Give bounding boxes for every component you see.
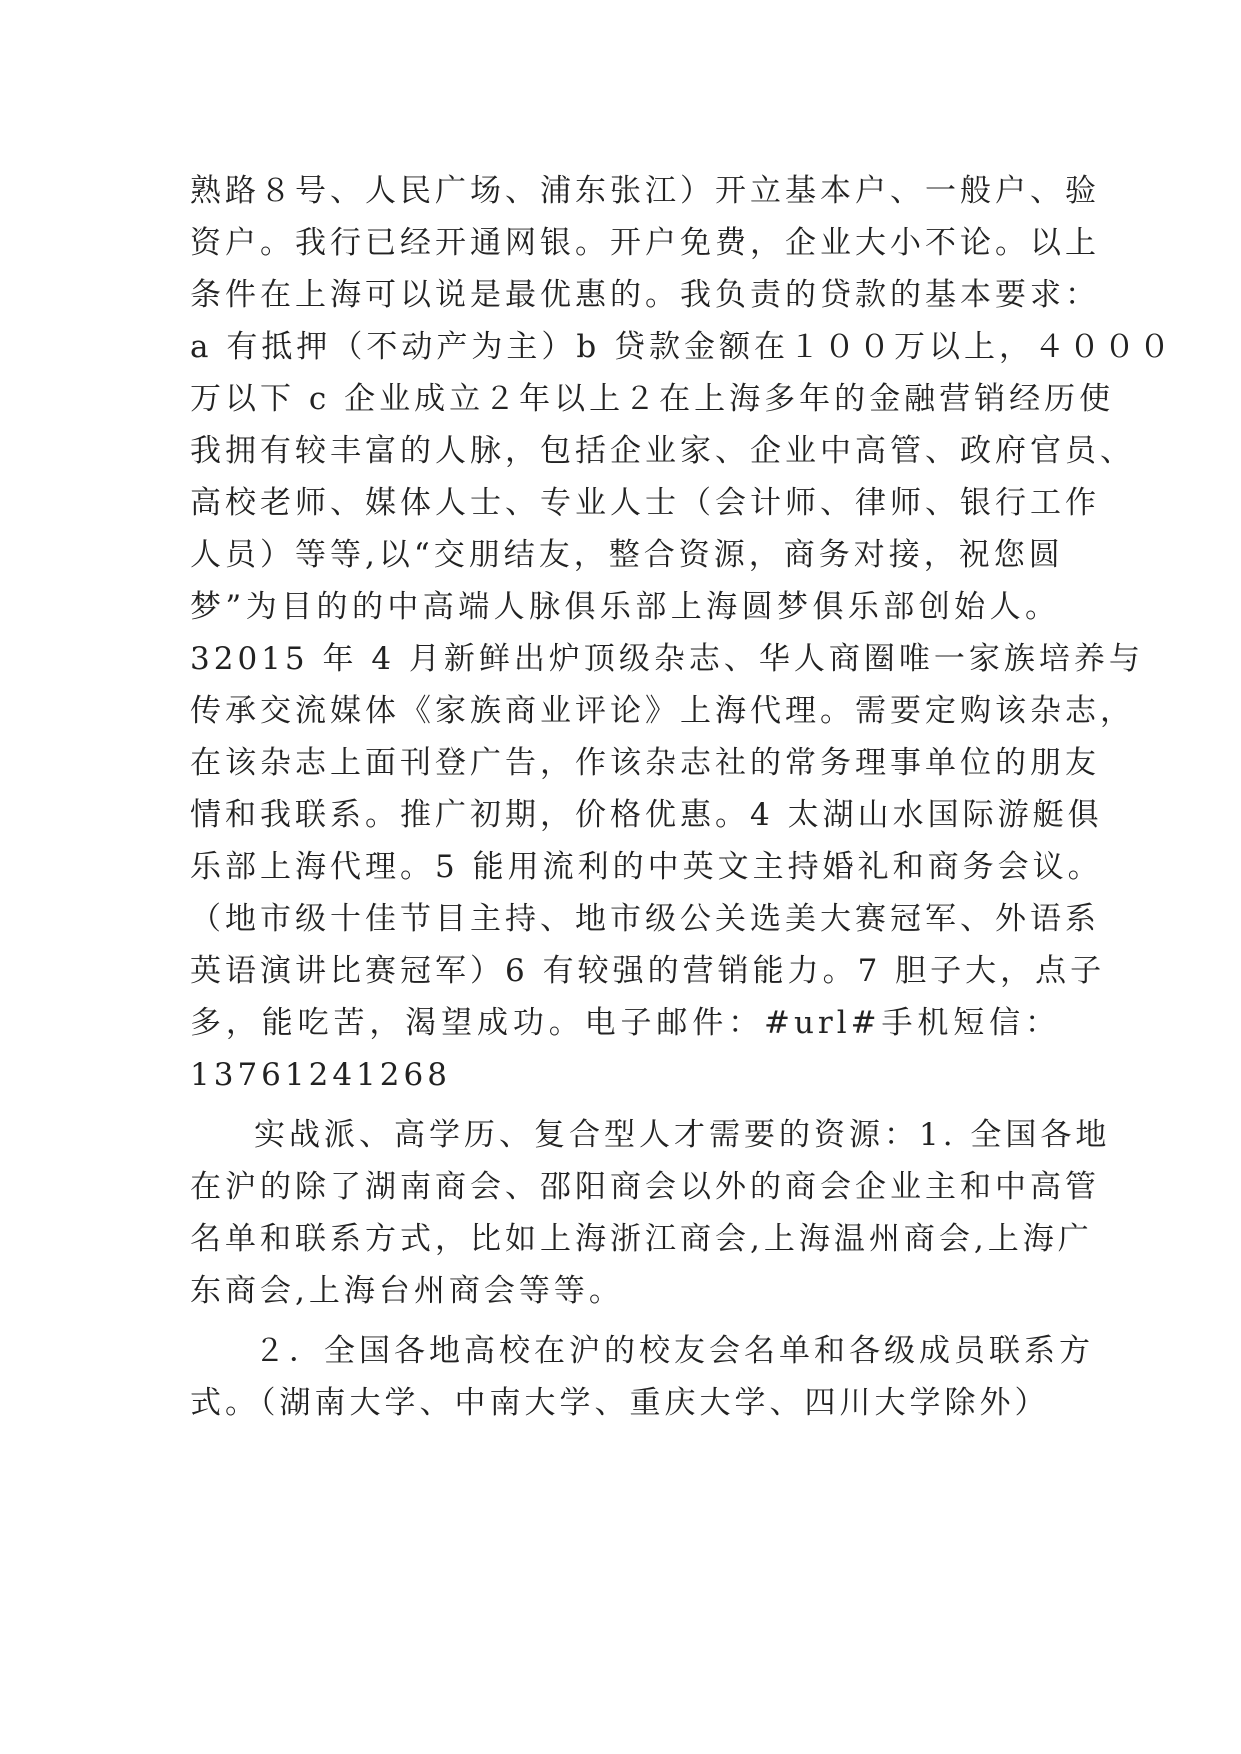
paragraph xyxy=(190,1325,1094,1429)
text-line: 名单和联系方式，比如上海浙江商会,上海温州商会,上海广 xyxy=(190,1221,1093,1257)
text-line: 东商会,上海台州商会等等。 xyxy=(190,1273,624,1309)
text-line: 实战派、高学历、复合型人才需要的资源：1. 全国各地 xyxy=(254,1117,1111,1153)
text-line: 13761241268 xyxy=(190,1057,451,1093)
text-line: 人员）等等,以“交朋结友，整合资源，商务对接，祝您圆 xyxy=(190,537,1064,573)
paragraph xyxy=(190,165,1175,1101)
text-line: 多，能吃苦，渴望成功。电子邮件：#url#手机短信： xyxy=(190,1005,1060,1041)
text-line: 英语演讲比赛冠军）6 有较强的营销能力。7 胆子大，点子 xyxy=(190,953,1106,989)
text-line: 传承交流媒体《家族商业评论》上海代理。需要定购该杂志， xyxy=(190,693,1135,729)
text-line: （地市级十佳节目主持、地市级公关选美大赛冠军、外语系 xyxy=(190,901,1100,937)
text-line: 在沪的除了湖南商会、邵阳商会以外的商会企业主和中高管 xyxy=(190,1169,1100,1205)
text-line: 万以下 c 企业成立２年以上２在上海多年的金融营销经历使 xyxy=(190,381,1115,417)
text-line: 我拥有较丰富的人脉，包括企业家、企业中高管、政府官员、 xyxy=(190,433,1135,469)
text-line: 资户。我行已经开通网银。开户免费，企业大小不论。以上 xyxy=(190,225,1100,261)
text-line: 在该杂志上面刊登广告，作该杂志社的常务理事单位的朋友 xyxy=(190,745,1100,781)
text-line: a 有抵押（不动产为主）b 贷款金额在１００万以上，４０００ xyxy=(190,329,1175,365)
text-line: 32015 年 4 月新鲜出炉顶级杂志、华人商圈唯一家族培养与 xyxy=(190,641,1144,677)
text-line: 情和我联系。推广初期，价格优惠。4 太湖山水国际游艇俱 xyxy=(190,797,1103,833)
text-line: 乐部上海代理。5 能用流利的中英文主持婚礼和商务会议。 xyxy=(190,849,1103,885)
text-line: 梦”为目的的中高端人脉俱乐部上海圆梦俱乐部创始人。 xyxy=(190,589,1060,625)
text-line: 高校老师、媒体人士、专业人士（会计师、律师、银行工作 xyxy=(190,485,1100,521)
text-line: 式。（湖南大学、中南大学、重庆大学、四川大学除外） xyxy=(190,1385,1050,1421)
text-line: 熟路８号、人民广场、浦东张江）开立基本户、一般户、验 xyxy=(190,173,1100,209)
document-body xyxy=(190,165,1175,1437)
text-line: 条件在上海可以说是最优惠的。我负责的贷款的基本要求： xyxy=(190,277,1100,313)
paragraph xyxy=(190,1109,1111,1317)
text-line: ２．全国各地高校在沪的校友会名单和各级成员联系方 xyxy=(254,1333,1094,1369)
